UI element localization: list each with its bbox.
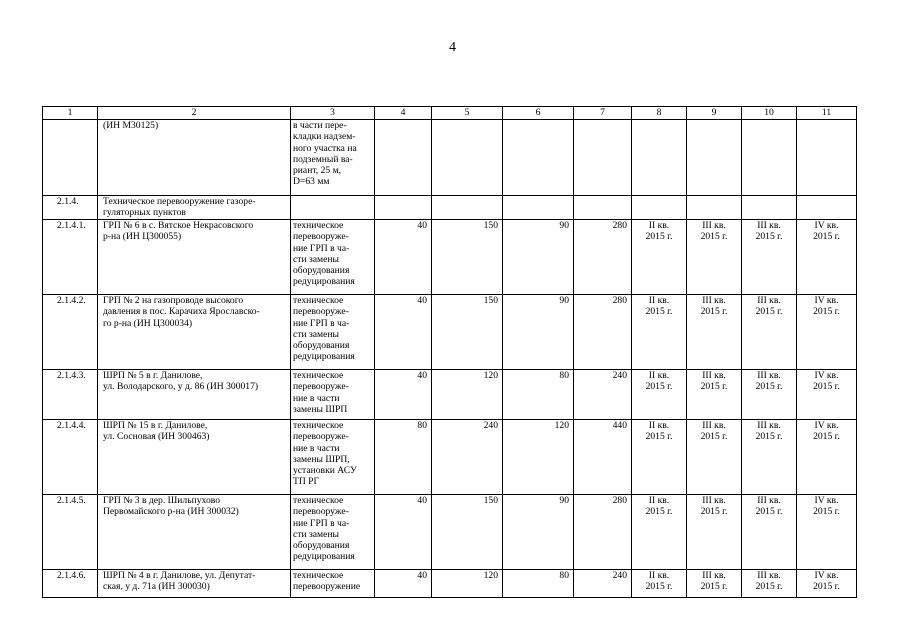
table-row [43,570,857,598]
object-name-cell: ГРП № 3 в дер. Шильпухово Первомайского р-на (ИН 300032) [98,495,291,570]
col-9-quarter-cell [687,120,742,196]
table-body [43,107,857,598]
col-5-value-cell: 150 [432,295,503,370]
column-number-header: 2 [98,107,291,120]
row-code-cell [43,120,98,196]
col-6-value-cell: 80 [503,570,574,598]
row-code-cell: 2.1.4.3. [43,370,98,420]
work-description-cell: техническое перевооруже- ние ГРП в ча- сти замены оборудования редуцирования [291,495,375,570]
col-9-quarter-cell: III кв. 2015 г. [687,295,742,370]
col-7-value-cell: 240 [574,370,632,420]
col-5-value-cell: 120 [432,370,503,420]
col-7-value-cell: 280 [574,495,632,570]
col-4-value-cell: 40 [375,370,432,420]
col-8-quarter-cell: II кв. 2015 г. [632,220,687,295]
col-9-quarter-cell: III кв. 2015 г. [687,420,742,495]
work-description-cell: техническое перевооруже- ние в части замены ШРП [291,370,375,420]
col-11-quarter-cell: IV кв. 2015 г. [797,370,857,420]
col-7-value-cell [574,196,632,220]
col-9-quarter-cell: III кв. 2015 г. [687,220,742,295]
col-11-quarter-cell [797,196,857,220]
col-5-value-cell [432,196,503,220]
row-code-cell: 2.1.4.5. [43,495,98,570]
column-number-header: 7 [574,107,632,120]
col-7-value-cell: 280 [574,295,632,370]
table-row [43,495,857,570]
col-8-quarter-cell: II кв. 2015 г. [632,295,687,370]
col-5-value-cell: 150 [432,220,503,295]
col-9-quarter-cell: III кв. 2015 г. [687,495,742,570]
col-4-value-cell: 40 [375,295,432,370]
row-code-cell: 2.1.4. [43,196,98,220]
col-4-value-cell [375,120,432,196]
object-name-cell: ШРП № 4 в г. Данилове, ул. Депутат- ская, у д. 71а (ИН 300030) [98,570,291,598]
column-number-header: 5 [432,107,503,120]
col-11-quarter-cell [797,120,857,196]
col-10-quarter-cell: III кв. 2015 г. [742,220,797,295]
table-row [43,295,857,370]
col-9-quarter-cell [687,196,742,220]
object-name-cell: ГРП № 6 в с. Вятское Некрасовского р-на (ИН Ц300055) [98,220,291,295]
col-10-quarter-cell: III кв. 2015 г. [742,370,797,420]
col-8-quarter-cell: II кв. 2015 г. [632,570,687,598]
col-8-quarter-cell [632,196,687,220]
col-11-quarter-cell: IV кв. 2015 г. [797,220,857,295]
col-10-quarter-cell: III кв. 2015 г. [742,295,797,370]
column-number-header: 11 [797,107,857,120]
col-6-value-cell: 90 [503,495,574,570]
object-name-cell: (ИН М30125) [98,120,291,196]
col-5-value-cell: 120 [432,570,503,598]
col-10-quarter-cell [742,196,797,220]
work-description-cell: техническое перевооруже- ние ГРП в ча- сти замены оборудования редуцирования [291,295,375,370]
col-6-value-cell [503,120,574,196]
col-11-quarter-cell: IV кв. 2015 г. [797,420,857,495]
col-11-quarter-cell: IV кв. 2015 г. [797,295,857,370]
object-name-cell: Техническое перевооружение газоре- гуляторных пунктов [98,196,291,220]
table-row [43,370,857,420]
col-10-quarter-cell: III кв. 2015 г. [742,495,797,570]
col-4-value-cell: 40 [375,495,432,570]
col-5-value-cell [432,120,503,196]
col-8-quarter-cell: II кв. 2015 г. [632,495,687,570]
col-6-value-cell: 120 [503,420,574,495]
col-7-value-cell: 240 [574,570,632,598]
work-description-cell: техническое перевооружение [291,570,375,598]
row-code-cell: 2.1.4.6. [43,570,98,598]
col-10-quarter-cell [742,120,797,196]
col-9-quarter-cell: III кв. 2015 г. [687,370,742,420]
col-9-quarter-cell: III кв. 2015 г. [687,570,742,598]
col-8-quarter-cell [632,120,687,196]
col-4-value-cell: 80 [375,420,432,495]
col-11-quarter-cell: IV кв. 2015 г. [797,570,857,598]
work-description-cell [291,196,375,220]
investment-program-table [42,106,857,598]
col-4-value-cell: 40 [375,220,432,295]
column-number-header: 3 [291,107,375,120]
col-8-quarter-cell: II кв. 2015 г. [632,420,687,495]
col-5-value-cell: 240 [432,420,503,495]
column-number-header: 4 [375,107,432,120]
column-number-header-row [43,107,857,120]
table-row [43,120,857,196]
column-number-header: 1 [43,107,98,120]
column-number-header: 9 [687,107,742,120]
row-code-cell: 2.1.4.2. [43,295,98,370]
col-4-value-cell [375,196,432,220]
object-name-cell: ГРП № 2 на газопроводе высокого давления в пос. Карачиха Ярославско- го р-на (ИН Ц300034) [98,295,291,370]
work-description-cell: техническое перевооруже- ние в части замены ШРП, установки АСУ ТП РГ [291,420,375,495]
column-number-header: 6 [503,107,574,120]
col-8-quarter-cell: II кв. 2015 г. [632,370,687,420]
table-row [43,220,857,295]
page-number: 4 [449,40,456,55]
col-4-value-cell: 40 [375,570,432,598]
table-row [43,420,857,495]
col-6-value-cell: 80 [503,370,574,420]
col-6-value-cell [503,196,574,220]
col-11-quarter-cell: IV кв. 2015 г. [797,495,857,570]
col-6-value-cell: 90 [503,295,574,370]
object-name-cell: ШРП № 5 в г. Данилове, ул. Володарского, у д. 86 (ИН 300017) [98,370,291,420]
col-10-quarter-cell: III кв. 2015 г. [742,420,797,495]
table-row [43,196,857,220]
object-name-cell: ШРП № 15 в г. Данилове, ул. Сосновая (ИН 300463) [98,420,291,495]
col-5-value-cell: 150 [432,495,503,570]
col-6-value-cell: 90 [503,220,574,295]
work-description-cell: техническое перевооруже- ние ГРП в ча- сти замены оборудования редуцирования [291,220,375,295]
col-10-quarter-cell: III кв. 2015 г. [742,570,797,598]
row-code-cell: 2.1.4.4. [43,420,98,495]
work-description-cell: в части пере- кладки надзем- ного участка на подземный ва- риант, 25 м, D=63 мм [291,120,375,196]
column-number-header: 10 [742,107,797,120]
row-code-cell: 2.1.4.1. [43,220,98,295]
col-7-value-cell: 280 [574,220,632,295]
col-7-value-cell: 440 [574,420,632,495]
col-7-value-cell [574,120,632,196]
column-number-header: 8 [632,107,687,120]
